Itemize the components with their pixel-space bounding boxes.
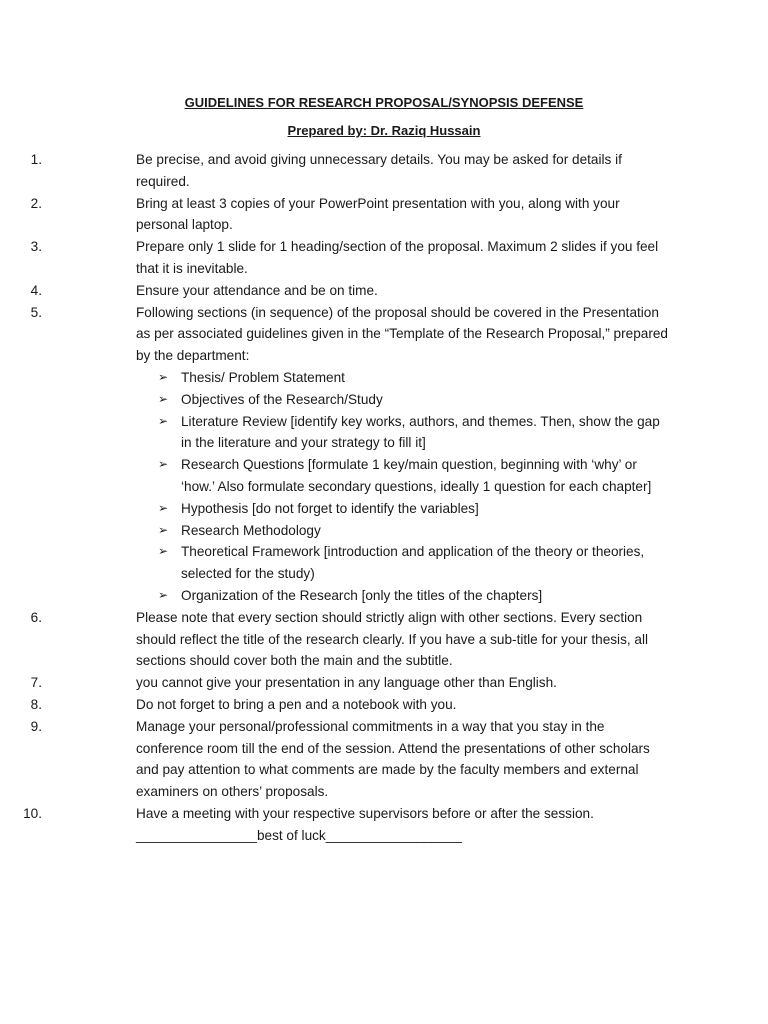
arrow-bullet-icon: ➢	[158, 500, 169, 515]
sublist-item	[136, 520, 681, 542]
sublist-item	[136, 389, 681, 411]
item-number: 2.	[30, 195, 42, 211]
sublist-text-line: Objectives of the Research/Study	[181, 391, 383, 407]
sublist-item	[136, 411, 681, 455]
item-number: 5.	[30, 304, 42, 320]
item-text-line: Have a meeting with your respective supervisors before or after the session.	[136, 805, 594, 821]
sublist-item	[136, 541, 681, 585]
sublist-text-line: Organization of the Research [only the titles of the chapters]	[181, 587, 543, 603]
item-number: 6.	[30, 609, 42, 625]
item-text-line: conference room till the end of the session. Attend the presentations of other scholars	[136, 740, 650, 756]
sublist-text-line: Research Questions [formulate 1 key/main question, beginning with ‘why’ or	[181, 457, 637, 473]
sublist-item	[136, 367, 681, 389]
item-number: 8.	[30, 696, 42, 712]
list-item	[0, 694, 684, 716]
item-text-line: Manage your personal/professional commitments in a way that you stay in the	[136, 718, 605, 734]
arrow-bullet-icon: ➢	[158, 413, 169, 428]
item-text-line: Following sections (in sequence) of the proposal should be covered in the Presentation	[136, 304, 659, 320]
item-number: 10.	[23, 805, 42, 821]
list-item	[0, 716, 684, 803]
item-text-line: as per associated guidelines given in the “Template of the Research Proposal,” prepared	[136, 326, 668, 342]
item-text-line: should reflect the title of the research clearly. If you have a sub-title for your thesis, all	[136, 631, 649, 647]
arrow-bullet-icon: ➢	[158, 391, 169, 406]
sublist-text-line: Research Methodology	[181, 522, 321, 538]
item-text-line: Prepare only 1 slide for 1 heading/section of the proposal. Maximum 2 slides if you feel	[136, 239, 659, 255]
item-text-line: personal laptop.	[136, 217, 233, 233]
list-item	[0, 149, 684, 193]
arrow-bullet-icon: ➢	[158, 544, 169, 559]
list-item	[0, 193, 684, 237]
item-text-line: you cannot give your presentation in any language other than English.	[136, 675, 557, 691]
sublist-text-line: Theoretical Framework [introduction and application of the theory or theories,	[181, 544, 645, 560]
item-text-line: examiners on others’ proposals.	[136, 784, 329, 800]
item-text-line: by the department:	[136, 348, 250, 364]
sublist-text-line: Literature Review [identify key works, authors, and themes. Then, show the gap	[181, 413, 660, 429]
list-item	[0, 672, 684, 694]
arrow-bullet-icon: ➢	[158, 457, 169, 472]
item-text-line: Ensure your attendance and be on time.	[136, 282, 378, 298]
item-text-line: required.	[136, 173, 190, 189]
closing-line: ________________best of luck__________________	[136, 827, 462, 843]
list-item	[0, 280, 684, 302]
sublist-text-line: ‘how.’ Also formulate secondary questions, ideally 1 question for each chapter]	[181, 478, 652, 494]
guidelines-list	[0, 149, 768, 847]
item-number: 1.	[30, 152, 42, 167]
item-number: 3.	[30, 239, 42, 255]
item-number: 7.	[30, 675, 42, 691]
document-author: Prepared by: Dr. Raziq Hussain	[287, 123, 481, 138]
sublist-text-line: selected for the study)	[181, 566, 315, 582]
document-title: GUIDELINES FOR RESEARCH PROPOSAL/SYNOPSIS DEFENSE	[184, 95, 584, 110]
item-text-line: Be precise, and avoid giving unnecessary details. You may be asked for details if	[136, 152, 622, 167]
item-number: 9.	[30, 718, 42, 734]
sections-sublist	[136, 367, 684, 607]
item-text-line: and pay attention to what comments are made by the faculty members and external	[136, 762, 639, 778]
sublist-text-line: Thesis/ Problem Statement	[181, 369, 345, 385]
item-text-line: Please note that every section should strictly align with other sections. Every section	[136, 609, 643, 625]
item-text-line: Do not forget to bring a pen and a notebook with you.	[136, 696, 457, 712]
item-text-line: that it is inevitable.	[136, 260, 248, 276]
list-item	[0, 803, 684, 825]
sublist-item	[136, 454, 681, 498]
arrow-bullet-icon: ➢	[158, 369, 169, 384]
list-item	[0, 302, 684, 607]
sublist-text-line: Hypothesis [do not forget to identify the variables]	[181, 500, 479, 516]
list-item	[0, 607, 684, 672]
sublist-text-line: in the literature and your strategy to fill it]	[181, 435, 426, 451]
arrow-bullet-icon: ➢	[158, 587, 169, 602]
item-text-line: sections should cover both the main and the subtitle.	[136, 653, 453, 669]
sublist-item	[136, 498, 681, 520]
sublist-item	[136, 585, 681, 607]
item-number: 4.	[30, 282, 42, 298]
item-text-line: Bring at least 3 copies of your PowerPoint presentation with you, along with your	[136, 195, 620, 211]
list-item	[0, 236, 684, 280]
arrow-bullet-icon: ➢	[158, 522, 169, 537]
